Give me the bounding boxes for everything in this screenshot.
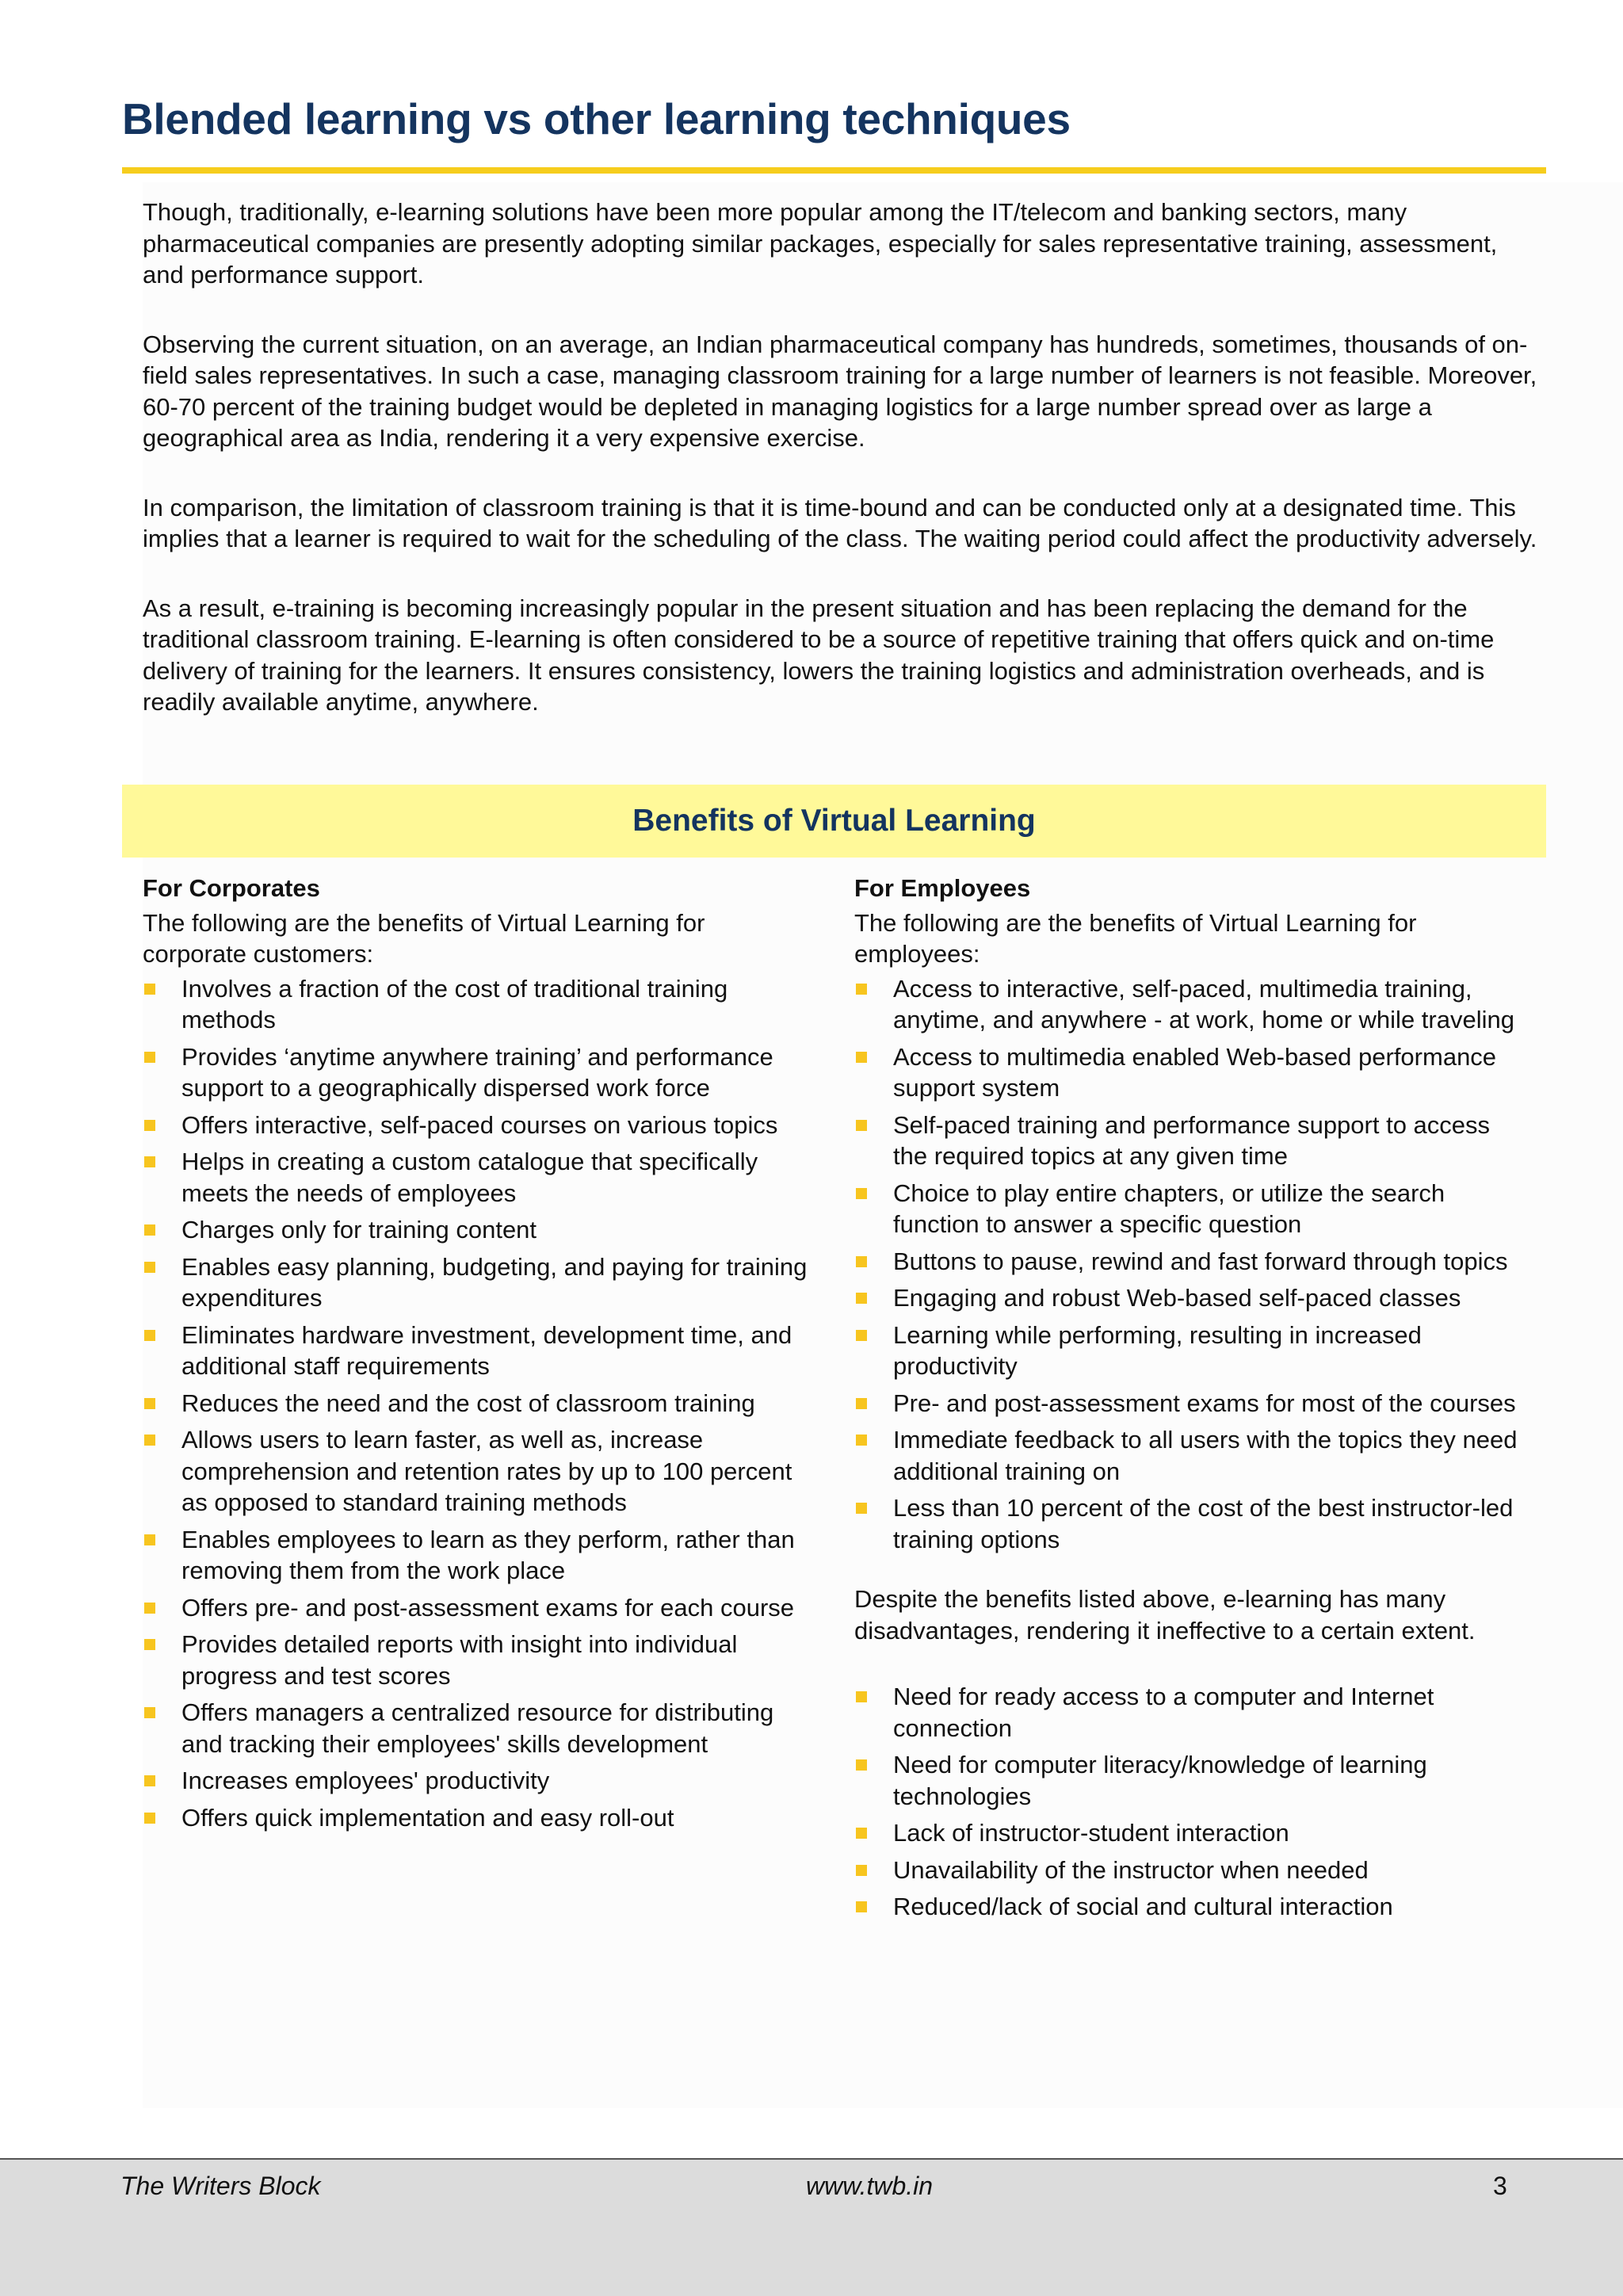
list-item-text: Offers pre- and post-assessment exams for each course [181,1593,795,1622]
list-item [854,1891,1520,1923]
list-item-text: Reduced/lack of social and cultural interaction [893,1893,1393,1920]
list-item [854,1492,1520,1555]
list-item [854,1110,1520,1172]
square-bullet-icon [856,1865,867,1876]
square-bullet-icon [856,1435,867,1446]
list-item-text: Involves a fraction of the cost of traditional training methods [181,974,728,1033]
list-item-text: Enables easy planning, budgeting, and paying for training expenditures [181,1252,808,1312]
list-item [143,1110,808,1141]
list-item-text: Engaging and robust Web-based self-paced classes [893,1284,1461,1312]
title-underline [122,167,1546,174]
list-item [854,1388,1520,1419]
intro-paragraph: In comparison, the limitation of classroom training is that it is time-bound and can be conducted only at a designated time. This implies that a learner is required to wait for the scheduling of the class. The waiting period could affect the productivity adversely. [143,493,1537,552]
list-item-text: Allows users to learn faster, as well as, increase comprehension and retention rates by up to 100 percent as opposed to standard training methods [181,1426,792,1516]
benefits-banner-title: Benefits of Virtual Learning [632,804,1036,838]
list-item-text: Provides detailed reports with insight into individual progress and test scores [181,1630,738,1690]
list-item [143,1388,808,1419]
list-item-text: Access to interactive, self-paced, multimedia training, anytime, and anywhere - at work, home or while traveling [893,974,1514,1033]
square-bullet-icon [144,984,155,995]
list-item [854,1817,1520,1849]
square-bullet-icon [144,1435,155,1446]
square-bullet-icon [144,1603,155,1614]
list-item [143,1629,808,1691]
list-item [143,1251,808,1314]
intro-section [143,197,1537,756]
benefits-banner [122,785,1546,858]
square-bullet-icon [144,1262,155,1273]
list-item-text: Need for computer literacy/knowledge of learning technologies [893,1751,1427,1810]
list-item-text: Offers interactive, self-paced courses on various topics [181,1110,778,1139]
list-item [143,1424,808,1519]
list-item-text: Unavailability of the instructor when needed [893,1855,1369,1884]
square-bullet-icon [144,1534,155,1545]
square-bullet-icon [856,1293,867,1304]
list-item [143,1802,808,1834]
square-bullet-icon [144,1052,155,1063]
square-bullet-icon [144,1639,155,1650]
list-item-text: Choice to play entire chapters, or utilize the search function to answer a specific question [893,1179,1445,1238]
list-item-text: Need for ready access to a computer and Internet connection [893,1683,1434,1742]
list-item-text: Enables employees to learn as they perform, rather than removing them from the work place [181,1525,795,1584]
square-bullet-icon [856,1759,867,1771]
list-item [854,1320,1520,1382]
page-number: 3 [1493,2172,1507,2200]
list-item [854,1282,1520,1314]
square-bullet-icon [856,1256,867,1267]
square-bullet-icon [144,1398,155,1409]
list-item-text: Charges only for training content [181,1216,537,1244]
corporates-intro: The following are the benefits of Virtual Learning for corporate customers: [143,908,705,968]
page-footer [0,2158,1623,2296]
square-bullet-icon [144,1330,155,1341]
list-item-text: Buttons to pause, rewind and fast forward through topics [893,1247,1508,1275]
square-bullet-icon [144,1813,155,1824]
employees-column [854,873,1520,1928]
square-bullet-icon [856,1691,867,1702]
corporates-heading: For Corporates [143,874,320,902]
square-bullet-icon [856,1398,867,1409]
list-item [854,1681,1520,1744]
list-item [143,1765,808,1797]
list-item-text: Access to multimedia enabled Web-based performance support system [893,1042,1497,1102]
list-item-text: Offers quick implementation and easy roll-out [181,1803,674,1832]
corporates-benefits-list [143,973,808,1834]
square-bullet-icon [856,1828,867,1839]
list-item [143,1214,808,1246]
list-item-text: Learning while performing, resulting in increased productivity [893,1320,1422,1380]
square-bullet-icon [856,1188,867,1199]
list-item-text: Provides ‘anytime anywhere training’ and performance support to a geographically dispersed work force [181,1042,773,1102]
disadvantages-intro: Despite the benefits listed above, e-learning has many disadvantages, rendering it ineffective to a certain extent. [854,1585,1476,1645]
corporates-column [143,873,808,1839]
list-item [143,973,808,1036]
square-bullet-icon [144,1156,155,1167]
list-item-text: Immediate feedback to all users with the topics they need additional training on [893,1426,1518,1485]
list-item-text: Self-paced training and performance support to access the required topics at any given time [893,1110,1491,1170]
footer-website-link[interactable]: www.twb.in [806,2172,934,2200]
list-item [143,1320,808,1382]
list-item [143,1041,808,1104]
list-item [143,1592,808,1624]
intro-paragraph: As a result, e-training is becoming increasingly popular in the present situation and has been replacing the demand for the traditional classroom training. E-learning is often considered to be a source of repetitive training that offers quick and on-time delivery of training for the learners. It ensures consistency, lowers the training logistics and administration overheads, and is readily available anytime, anywhere. [143,594,1495,716]
square-bullet-icon [856,1330,867,1341]
intro-paragraph: Observing the current situation, on an average, an Indian pharmaceutical company has hundreds, sometimes, thousands of on-field sales representatives. In such a case, managing classroom training for a large number of learners is not feasible. Moreover, 60-70 percent of the training budget would be depleted in managing logistics for a large number spread over as large a geographical area as India, rendering it a very expensive exercise. [143,330,1537,452]
list-item [143,1524,808,1587]
square-bullet-icon [856,1052,867,1063]
square-bullet-icon [144,1224,155,1236]
list-item [854,1424,1520,1487]
list-item [143,1697,808,1759]
employees-heading: For Employees [854,874,1031,902]
list-item [854,1246,1520,1278]
list-item-text: Reduces the need and the cost of classroom training [181,1389,755,1417]
footer-company: The Writers Block [120,2172,321,2200]
list-item [854,1855,1520,1886]
list-item [854,1178,1520,1240]
square-bullet-icon [856,1901,867,1912]
list-item-text: Pre- and post-assessment exams for most of the courses [893,1389,1516,1417]
list-item-text: Lack of instructor-student interaction [893,1819,1289,1847]
employees-intro: The following are the benefits of Virtual Learning for employees: [854,908,1417,968]
square-bullet-icon [856,984,867,995]
list-item-text: Offers managers a centralized resource for distributing and tracking their employees' skills development [181,1698,774,1758]
square-bullet-icon [144,1120,155,1131]
list-item-text: Helps in creating a custom catalogue that specifically meets the needs of employees [181,1148,758,1207]
square-bullet-icon [144,1707,155,1718]
disadvantages-list [854,1681,1520,1923]
list-item-text: Increases employees' productivity [181,1767,550,1794]
list-item [143,1146,808,1209]
employees-benefits-list [854,973,1520,1556]
list-item [854,1041,1520,1104]
list-item [854,973,1520,1036]
list-item-text: Less than 10 percent of the cost of the best instructor-led training options [893,1494,1514,1553]
square-bullet-icon [856,1120,867,1131]
list-item [854,1749,1520,1812]
square-bullet-icon [856,1503,867,1514]
page-title: Blended learning vs other learning techniques [122,94,1071,143]
square-bullet-icon [144,1775,155,1786]
intro-paragraph: Though, traditionally, e-learning solutions have been more popular among the IT/telecom and banking sectors, many pharmaceutical companies are presently adopting similar packages, especially for sales representative training, assessment, and performance support. [143,198,1498,288]
list-item-text: Eliminates hardware investment, development time, and additional staff requirements [181,1320,792,1380]
